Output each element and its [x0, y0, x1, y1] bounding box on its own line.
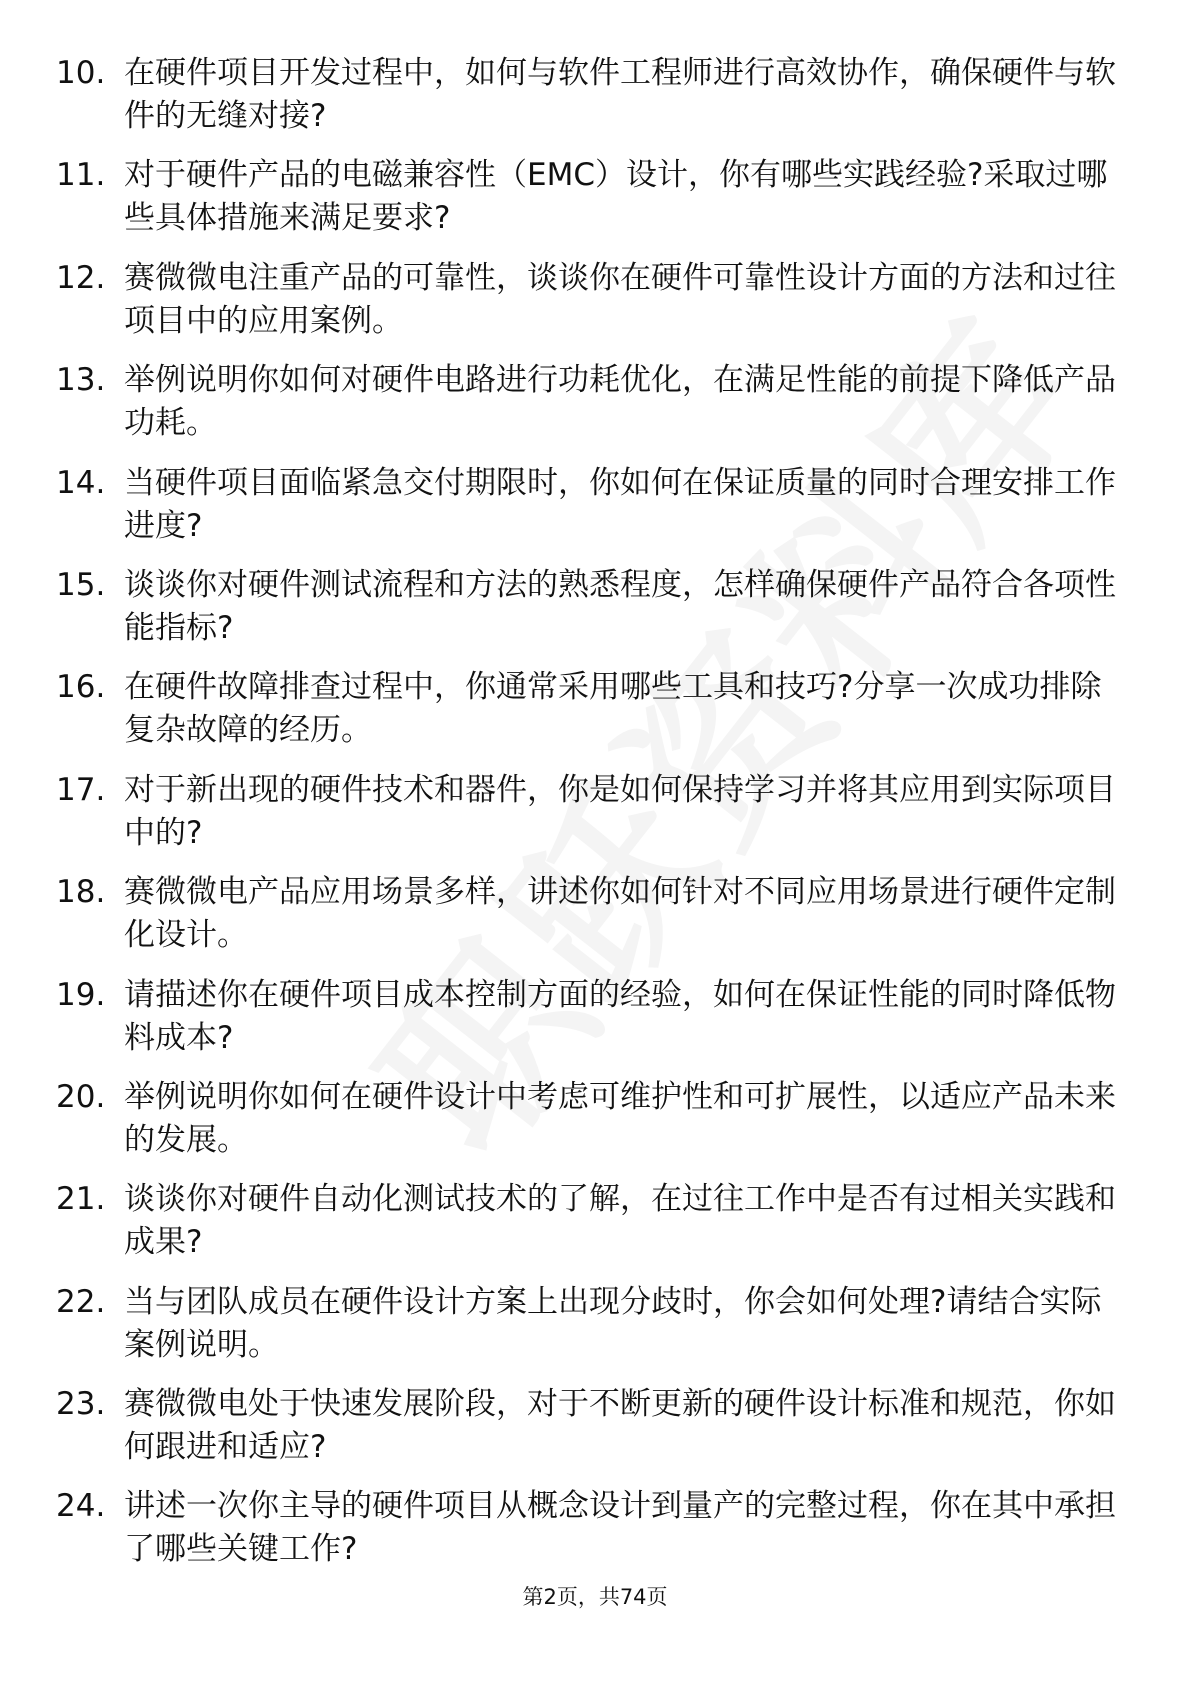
question-number: 20.	[56, 1078, 106, 1115]
question-item	[56, 1383, 1116, 1485]
question-item	[56, 1281, 1116, 1383]
question-item	[56, 769, 1116, 871]
page-number: 第2页，共74页	[522, 1585, 668, 1609]
question-item	[56, 1178, 1116, 1280]
question-text: 讲述一次你主导的硬件项目从概念设计到量产的完整过程，你在其中承担了哪些关键工作?	[124, 1488, 1116, 1568]
question-text: 在硬件项目开发过程中，如何与软件工程师进行高效协作，确保硬件与软件的无缝对接?	[124, 55, 1116, 134]
question-item	[56, 154, 1116, 256]
question-text: 在硬件故障排查过程中，你通常采用哪些工具和技巧?分享一次成功排除复杂故障的经历。	[124, 669, 1102, 749]
question-text: 对于硬件产品的电磁兼容性（EMC）设计，你有哪些实践经验?采取过哪些具体措施来满足要求?	[124, 157, 1108, 237]
question-text: 举例说明你如何在硬件设计中考虑可维护性和可扩展性，以适应产品未来的发展。	[124, 1078, 1116, 1158]
question-item	[56, 1485, 1116, 1587]
question-number: 15.	[56, 566, 106, 603]
question-text: 对于新出现的硬件技术和器件，你是如何保持学习并将其应用到实际项目中的?	[124, 771, 1116, 851]
question-text: 请描述你在硬件项目成本控制方面的经验，如何在保证性能的同时降低物料成本?	[124, 976, 1116, 1056]
question-text: 谈谈你对硬件测试流程和方法的熟悉程度，怎样确保硬件产品符合各项性能指标?	[124, 566, 1116, 646]
question-number: 13.	[56, 362, 106, 399]
question-list	[56, 52, 1116, 1588]
question-text: 当硬件项目面临紧急交付期限时，你如何在保证质量的同时合理安排工作进度?	[124, 464, 1116, 544]
question-item	[56, 462, 1116, 564]
question-item	[56, 871, 1116, 973]
question-text: 赛微微电注重产品的可靠性，谈谈你在硬件可靠性设计方面的方法和过往项目中的应用案例。	[124, 259, 1116, 339]
question-text: 当与团队成员在硬件设计方案上出现分歧时，你会如何处理?请结合实际案例说明。	[124, 1283, 1102, 1363]
question-number: 11.	[56, 157, 106, 194]
question-number: 19.	[56, 976, 106, 1013]
question-number: 21.	[56, 1181, 106, 1218]
question-number: 17.	[56, 771, 106, 808]
question-item	[56, 257, 1116, 359]
question-item	[56, 974, 1116, 1076]
question-number: 24.	[56, 1488, 106, 1525]
question-item	[56, 1076, 1116, 1178]
question-number: 23.	[56, 1386, 106, 1423]
question-item	[56, 564, 1116, 666]
question-number: 12.	[56, 259, 106, 296]
question-text: 赛微微电处于快速发展阶段，对于不断更新的硬件设计标准和规范，你如何跟进和适应?	[124, 1386, 1116, 1466]
question-text: 赛微微电产品应用场景多样，讲述你如何针对不同应用场景进行硬件定制化设计。	[124, 874, 1116, 954]
question-number: 18.	[56, 874, 106, 911]
question-number: 14.	[56, 464, 106, 501]
page-footer	[0, 1583, 1190, 1611]
question-number: 16.	[56, 669, 106, 706]
question-text: 谈谈你对硬件自动化测试技术的了解，在过往工作中是否有过相关实践和成果?	[124, 1181, 1116, 1261]
question-number: 22.	[56, 1283, 106, 1320]
question-item	[56, 666, 1116, 768]
question-item	[56, 359, 1116, 461]
question-number: 10.	[56, 55, 106, 91]
question-item	[56, 52, 1116, 154]
question-text: 举例说明你如何对硬件电路进行功耗优化，在满足性能的前提下降低产品功耗。	[124, 362, 1116, 442]
